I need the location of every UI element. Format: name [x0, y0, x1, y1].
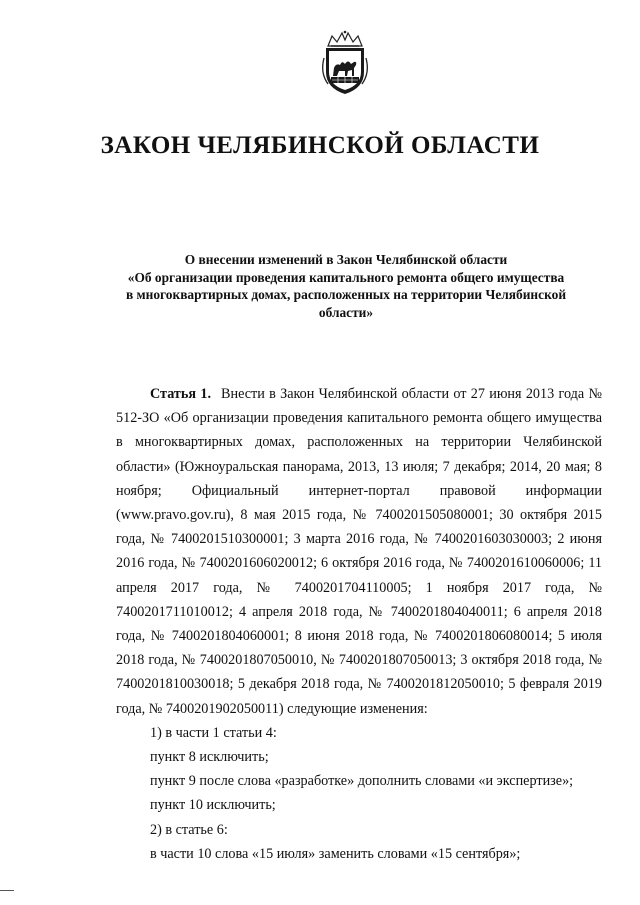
- law-subtitle: [96, 251, 596, 321]
- article-item: 2) в статье 6:: [150, 821, 228, 838]
- article-intro-text: Внести в Закон Челябинской области от 27 июня 2013 года № 512-ЗО «Об организации проведения капитального ремонта общего имущества в многоквартирных домах, расположенных на территории Челябинской области» (Южноуральская панорама, 2013, 13 июля; 7 декабря; 2014, 20 мая; 8 ноября; Официальный интернет-портал правовой информации (www.pravo.gov.ru), 8 мая 2015 года, № 7400201505080001; 30 октября 2015 года, № 7400201510300001; 3 марта 2016 года, № 7400201603030003; 2 июня 2016 года, № 7400201606020012; 6 октября 2016 года, № 7400201610060006; 11 апреля 2017 года, № 7400201704110005; 1 ноября 2017 года, № 7400201711010012; 4 апреля 2018 года, № 7400201804040011; 6 апреля 2018 года, № 7400201804060001; 8 июня 2018 года, № 7400201806080014; 5 июля 2018 года, № 7400201807050010, № 7400201807050013; 3 октября 2018 года, № 7400201810030018; 5 декабря 2018 года, № 7400201812050010; 5 февраля 2019 года, № 7400201902050011) следующие изменения:: [116, 386, 603, 717]
- article-item: пункт 8 исключить;: [150, 749, 269, 766]
- article-intro-paragraph: [116, 382, 602, 721]
- article-item: пункт 10 исключить;: [150, 797, 276, 814]
- article-item: пункт 9 после слова «разработке» дополнить словами «и экспертизе»;: [150, 773, 574, 790]
- subtitle-line: О внесении изменений в Закон Челябинской области: [184, 252, 508, 267]
- coat-of-arms-emblem: [318, 28, 372, 96]
- page-corner-mark: [0, 890, 14, 891]
- chelyabinsk-coat-of-arms-icon: [318, 28, 372, 96]
- law-title: ЗАКОН ЧЕЛЯБИНСКОЙ ОБЛАСТИ: [100, 132, 540, 159]
- article-item: 1) в части 1 статьи 4:: [150, 724, 277, 741]
- subtitle-line: в многоквартирных домах, расположенных на территории Челябинской: [125, 287, 567, 302]
- subtitle-line: «Об организации проведения капитального ремонта общего имущества: [127, 269, 565, 285]
- article-label: Статья 1.: [150, 386, 212, 402]
- article-item: в части 10 слова «15 июля» заменить словами «15 сентября»;: [150, 845, 521, 862]
- article-body: [116, 382, 602, 866]
- subtitle-line: области»: [318, 304, 374, 320]
